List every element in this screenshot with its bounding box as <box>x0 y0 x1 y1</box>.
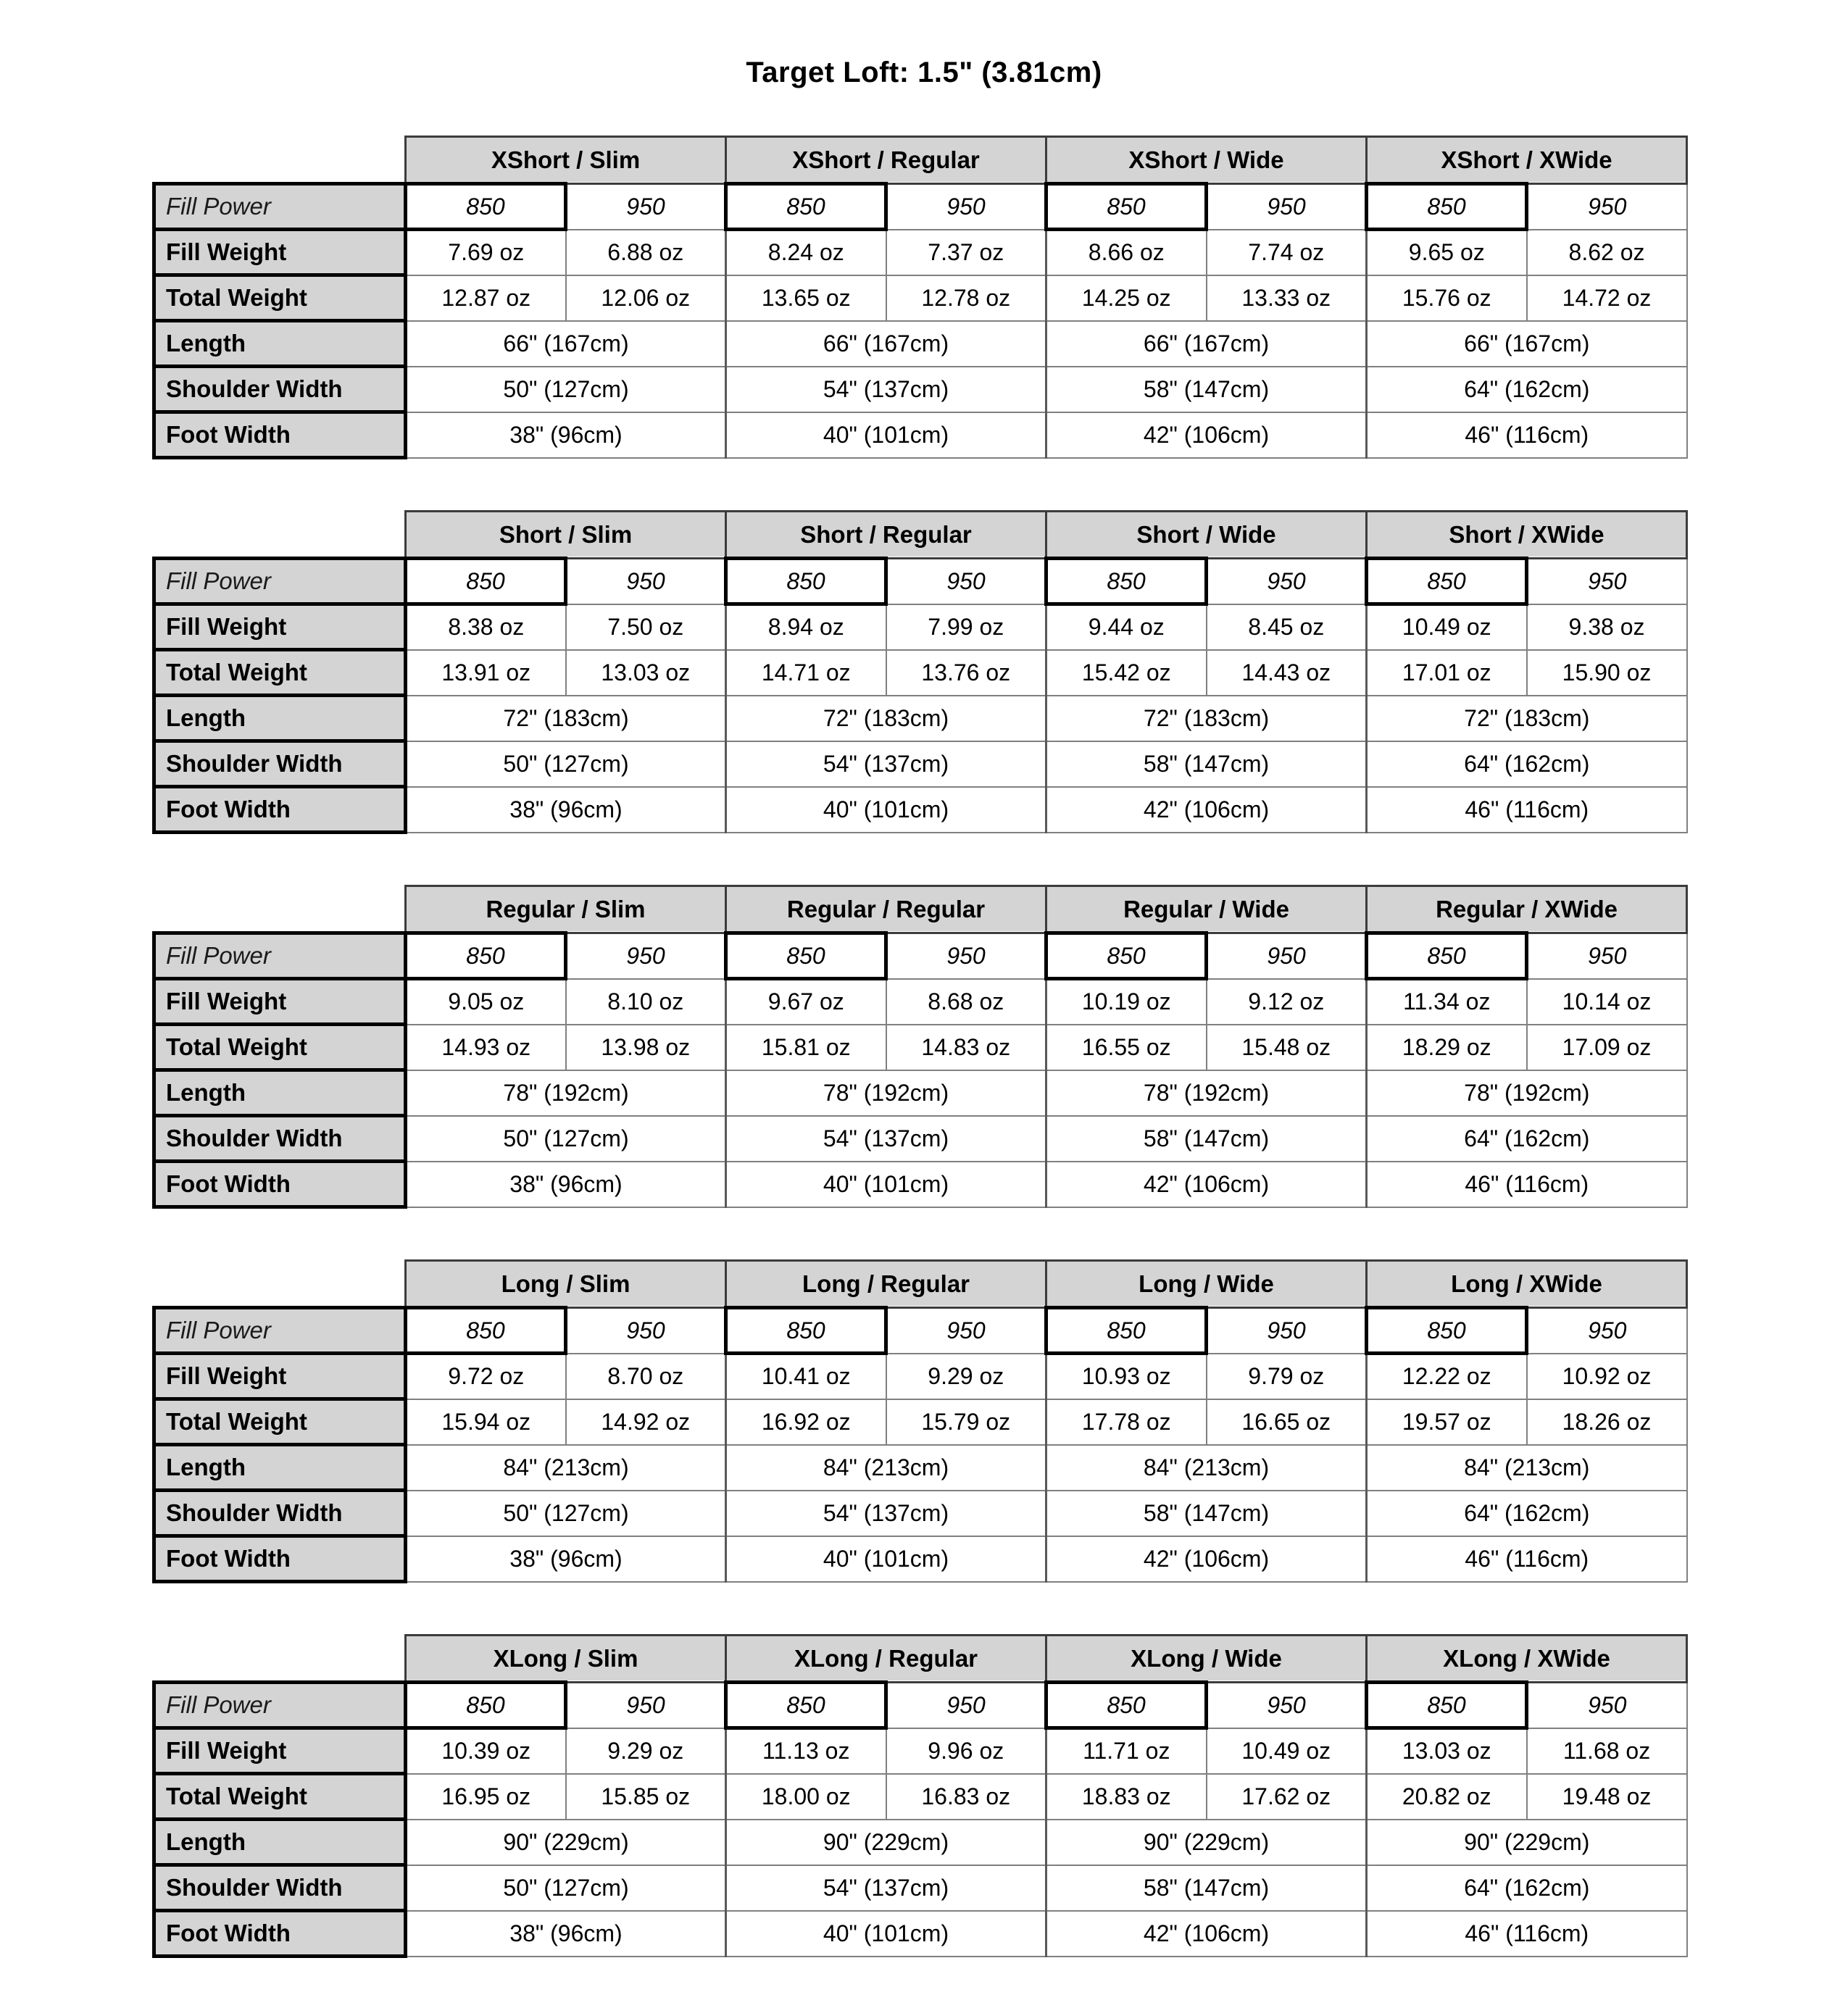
row-label-total-weight: Total Weight <box>154 1774 406 1820</box>
fill-weight-cell: 11.71 oz <box>1046 1728 1207 1774</box>
fill-weight-cell: 10.93 oz <box>1046 1354 1207 1399</box>
foot-width-cell: 46" (116cm) <box>1367 1536 1687 1582</box>
corner-spacer <box>154 1261 406 1308</box>
fill-weight-cell: 10.41 oz <box>726 1354 886 1399</box>
corner-spacer <box>154 886 406 933</box>
row-label-foot-width: Foot Width <box>154 1911 406 1957</box>
fill-power-cell: 950 <box>1527 933 1687 979</box>
shoulder-width-cell: 50" (127cm) <box>406 1491 726 1536</box>
fill-weight-cell: 9.29 oz <box>566 1728 726 1774</box>
row-label-fill-weight: Fill Weight <box>154 604 406 650</box>
foot-width-cell: 40" (101cm) <box>726 1911 1046 1957</box>
total-weight-cell: 18.00 oz <box>726 1774 886 1820</box>
fill-power-cell: 950 <box>1527 184 1687 230</box>
shoulder-width-cell: 54" (137cm) <box>726 1491 1046 1536</box>
shoulder-width-cell: 58" (147cm) <box>1046 367 1367 412</box>
shoulder-width-cell: 50" (127cm) <box>406 367 726 412</box>
fill-power-cell: 850 <box>726 933 886 979</box>
shoulder-width-cell: 54" (137cm) <box>726 367 1046 412</box>
total-weight-cell: 12.78 oz <box>886 275 1046 321</box>
fill-weight-cell: 9.38 oz <box>1527 604 1687 650</box>
row-label-fill-power: Fill Power <box>154 1308 406 1354</box>
fill-weight-cell: 8.66 oz <box>1046 230 1207 275</box>
total-weight-cell: 15.79 oz <box>886 1399 1046 1445</box>
total-weight-cell: 16.55 oz <box>1046 1025 1207 1070</box>
total-weight-cell: 19.57 oz <box>1367 1399 1527 1445</box>
corner-spacer <box>154 1636 406 1683</box>
length-cell: 90" (229cm) <box>726 1820 1046 1865</box>
total-weight-cell: 17.78 oz <box>1046 1399 1207 1445</box>
fill-weight-cell: 10.14 oz <box>1527 979 1687 1025</box>
total-weight-cell: 16.83 oz <box>886 1774 1046 1820</box>
fill-weight-cell: 7.50 oz <box>566 604 726 650</box>
length-cell: 72" (183cm) <box>726 696 1046 741</box>
fill-weight-cell: 7.37 oz <box>886 230 1046 275</box>
total-weight-cell: 15.76 oz <box>1367 275 1527 321</box>
row-label-fill-power: Fill Power <box>154 559 406 604</box>
foot-width-cell: 38" (96cm) <box>406 412 726 458</box>
fill-power-cell: 850 <box>1046 1683 1207 1728</box>
fill-power-cell: 850 <box>1046 559 1207 604</box>
fill-weight-cell: 9.79 oz <box>1207 1354 1367 1399</box>
shoulder-width-cell: 50" (127cm) <box>406 1116 726 1162</box>
shoulder-width-cell: 64" (162cm) <box>1367 741 1687 787</box>
fill-weight-cell: 9.12 oz <box>1207 979 1367 1025</box>
row-label-total-weight: Total Weight <box>154 1399 406 1445</box>
foot-width-cell: 42" (106cm) <box>1046 787 1367 833</box>
row-label-fill-power: Fill Power <box>154 184 406 230</box>
shoulder-width-cell: 58" (147cm) <box>1046 1116 1367 1162</box>
length-cell: 72" (183cm) <box>1046 696 1367 741</box>
total-weight-cell: 13.76 oz <box>886 650 1046 696</box>
row-label-length: Length <box>154 696 406 741</box>
total-weight-cell: 14.71 oz <box>726 650 886 696</box>
total-weight-cell: 16.95 oz <box>406 1774 566 1820</box>
fill-power-cell: 950 <box>886 559 1046 604</box>
total-weight-cell: 13.98 oz <box>566 1025 726 1070</box>
row-label-shoulder-width: Shoulder Width <box>154 741 406 787</box>
fill-power-cell: 950 <box>566 1308 726 1354</box>
total-weight-cell: 14.92 oz <box>566 1399 726 1445</box>
fill-weight-cell: 8.24 oz <box>726 230 886 275</box>
fill-weight-cell: 9.29 oz <box>886 1354 1046 1399</box>
length-cell: 78" (192cm) <box>1046 1070 1367 1116</box>
variant-header: XLong / XWide <box>1367 1636 1687 1683</box>
variant-header: Short / Regular <box>726 512 1046 559</box>
total-weight-cell: 13.65 oz <box>726 275 886 321</box>
row-label-foot-width: Foot Width <box>154 412 406 458</box>
shoulder-width-cell: 58" (147cm) <box>1046 1491 1367 1536</box>
row-label-foot-width: Foot Width <box>154 1536 406 1582</box>
fill-weight-cell: 9.67 oz <box>726 979 886 1025</box>
row-label-shoulder-width: Shoulder Width <box>154 1116 406 1162</box>
row-label-fill-weight: Fill Weight <box>154 230 406 275</box>
fill-power-cell: 850 <box>726 1308 886 1354</box>
fill-power-cell: 850 <box>1046 1308 1207 1354</box>
shoulder-width-cell: 58" (147cm) <box>1046 741 1367 787</box>
total-weight-cell: 12.87 oz <box>406 275 566 321</box>
size-tables-container <box>152 136 1685 1958</box>
variant-header: Long / XWide <box>1367 1261 1687 1308</box>
row-label-foot-width: Foot Width <box>154 1162 406 1207</box>
fill-weight-cell: 11.34 oz <box>1367 979 1527 1025</box>
fill-weight-cell: 10.39 oz <box>406 1728 566 1774</box>
total-weight-cell: 16.92 oz <box>726 1399 886 1445</box>
total-weight-cell: 13.03 oz <box>566 650 726 696</box>
variant-header: Regular / Regular <box>726 886 1046 933</box>
fill-power-cell: 950 <box>566 184 726 230</box>
total-weight-cell: 14.25 oz <box>1046 275 1207 321</box>
fill-power-cell: 850 <box>406 559 566 604</box>
length-cell: 84" (213cm) <box>726 1445 1046 1491</box>
variant-header: Regular / Slim <box>406 886 726 933</box>
row-label-fill-weight: Fill Weight <box>154 1354 406 1399</box>
variant-header: Long / Regular <box>726 1261 1046 1308</box>
fill-weight-cell: 7.99 oz <box>886 604 1046 650</box>
shoulder-width-cell: 54" (137cm) <box>726 1865 1046 1911</box>
fill-power-cell: 950 <box>886 933 1046 979</box>
shoulder-width-cell: 50" (127cm) <box>406 1865 726 1911</box>
total-weight-cell: 20.82 oz <box>1367 1774 1527 1820</box>
fill-weight-cell: 8.94 oz <box>726 604 886 650</box>
fill-power-cell: 850 <box>1367 184 1527 230</box>
fill-power-cell: 850 <box>1367 1683 1527 1728</box>
foot-width-cell: 42" (106cm) <box>1046 1162 1367 1207</box>
total-weight-cell: 14.93 oz <box>406 1025 566 1070</box>
size-table-long <box>152 1259 1688 1583</box>
total-weight-cell: 18.83 oz <box>1046 1774 1207 1820</box>
row-label-fill-power: Fill Power <box>154 933 406 979</box>
fill-weight-cell: 8.10 oz <box>566 979 726 1025</box>
fill-weight-cell: 9.72 oz <box>406 1354 566 1399</box>
length-cell: 72" (183cm) <box>1367 696 1687 741</box>
fill-power-cell: 950 <box>566 559 726 604</box>
row-label-shoulder-width: Shoulder Width <box>154 367 406 412</box>
fill-power-cell: 950 <box>1527 1683 1687 1728</box>
fill-power-cell: 950 <box>1207 559 1367 604</box>
variant-header: XLong / Slim <box>406 1636 726 1683</box>
row-label-shoulder-width: Shoulder Width <box>154 1491 406 1536</box>
total-weight-cell: 13.91 oz <box>406 650 566 696</box>
fill-power-cell: 950 <box>886 1308 1046 1354</box>
fill-power-cell: 850 <box>1046 184 1207 230</box>
fill-weight-cell: 10.49 oz <box>1367 604 1527 650</box>
foot-width-cell: 38" (96cm) <box>406 787 726 833</box>
variant-header: XShort / XWide <box>1367 137 1687 184</box>
fill-weight-cell: 9.96 oz <box>886 1728 1046 1774</box>
variant-header: XLong / Wide <box>1046 1636 1367 1683</box>
total-weight-cell: 14.43 oz <box>1207 650 1367 696</box>
length-cell: 84" (213cm) <box>1046 1445 1367 1491</box>
fill-power-cell: 850 <box>1367 933 1527 979</box>
fill-power-cell: 850 <box>406 933 566 979</box>
fill-power-cell: 850 <box>1046 933 1207 979</box>
variant-header: Short / Slim <box>406 512 726 559</box>
length-cell: 66" (167cm) <box>1367 321 1687 367</box>
foot-width-cell: 42" (106cm) <box>1046 412 1367 458</box>
fill-power-cell: 950 <box>1527 1308 1687 1354</box>
fill-power-cell: 850 <box>726 1683 886 1728</box>
fill-power-cell: 950 <box>1207 184 1367 230</box>
shoulder-width-cell: 54" (137cm) <box>726 741 1046 787</box>
fill-weight-cell: 7.74 oz <box>1207 230 1367 275</box>
length-cell: 90" (229cm) <box>1046 1820 1367 1865</box>
fill-power-cell: 950 <box>1207 933 1367 979</box>
shoulder-width-cell: 58" (147cm) <box>1046 1865 1367 1911</box>
length-cell: 78" (192cm) <box>726 1070 1046 1116</box>
fill-weight-cell: 9.05 oz <box>406 979 566 1025</box>
foot-width-cell: 46" (116cm) <box>1367 787 1687 833</box>
total-weight-cell: 18.26 oz <box>1527 1399 1687 1445</box>
variant-header: XShort / Regular <box>726 137 1046 184</box>
fill-weight-cell: 8.68 oz <box>886 979 1046 1025</box>
length-cell: 66" (167cm) <box>726 321 1046 367</box>
variant-header: XShort / Wide <box>1046 137 1367 184</box>
foot-width-cell: 40" (101cm) <box>726 1536 1046 1582</box>
total-weight-cell: 15.81 oz <box>726 1025 886 1070</box>
fill-weight-cell: 7.69 oz <box>406 230 566 275</box>
shoulder-width-cell: 64" (162cm) <box>1367 367 1687 412</box>
variant-header: Long / Slim <box>406 1261 726 1308</box>
corner-spacer <box>154 512 406 559</box>
total-weight-cell: 15.42 oz <box>1046 650 1207 696</box>
length-cell: 66" (167cm) <box>406 321 726 367</box>
total-weight-cell: 14.72 oz <box>1527 275 1687 321</box>
row-label-shoulder-width: Shoulder Width <box>154 1865 406 1911</box>
foot-width-cell: 46" (116cm) <box>1367 1162 1687 1207</box>
fill-weight-cell: 9.65 oz <box>1367 230 1527 275</box>
length-cell: 84" (213cm) <box>406 1445 726 1491</box>
length-cell: 72" (183cm) <box>406 696 726 741</box>
fill-weight-cell: 9.44 oz <box>1046 604 1207 650</box>
row-label-total-weight: Total Weight <box>154 1025 406 1070</box>
fill-weight-cell: 13.03 oz <box>1367 1728 1527 1774</box>
length-cell: 66" (167cm) <box>1046 321 1367 367</box>
variant-header: XLong / Regular <box>726 1636 1046 1683</box>
size-table-short <box>152 510 1688 834</box>
fill-weight-cell: 6.88 oz <box>566 230 726 275</box>
shoulder-width-cell: 64" (162cm) <box>1367 1865 1687 1911</box>
fill-weight-cell: 11.13 oz <box>726 1728 886 1774</box>
fill-weight-cell: 8.45 oz <box>1207 604 1367 650</box>
foot-width-cell: 42" (106cm) <box>1046 1536 1367 1582</box>
fill-power-cell: 950 <box>1527 559 1687 604</box>
total-weight-cell: 19.48 oz <box>1527 1774 1687 1820</box>
total-weight-cell: 15.48 oz <box>1207 1025 1367 1070</box>
fill-weight-cell: 10.92 oz <box>1527 1354 1687 1399</box>
variant-header: Regular / Wide <box>1046 886 1367 933</box>
size-table-xlong <box>152 1634 1688 1958</box>
variant-header: Regular / XWide <box>1367 886 1687 933</box>
foot-width-cell: 46" (116cm) <box>1367 1911 1687 1957</box>
total-weight-cell: 18.29 oz <box>1367 1025 1527 1070</box>
fill-weight-cell: 8.38 oz <box>406 604 566 650</box>
total-weight-cell: 17.62 oz <box>1207 1774 1367 1820</box>
size-table-regular <box>152 885 1688 1209</box>
fill-power-cell: 850 <box>406 1308 566 1354</box>
fill-power-cell: 850 <box>406 184 566 230</box>
foot-width-cell: 40" (101cm) <box>726 787 1046 833</box>
length-cell: 78" (192cm) <box>406 1070 726 1116</box>
total-weight-cell: 15.85 oz <box>566 1774 726 1820</box>
length-cell: 90" (229cm) <box>406 1820 726 1865</box>
fill-power-cell: 950 <box>1207 1683 1367 1728</box>
fill-power-cell: 950 <box>566 1683 726 1728</box>
total-weight-cell: 15.90 oz <box>1527 650 1687 696</box>
fill-power-cell: 950 <box>566 933 726 979</box>
shoulder-width-cell: 50" (127cm) <box>406 741 726 787</box>
foot-width-cell: 38" (96cm) <box>406 1162 726 1207</box>
foot-width-cell: 40" (101cm) <box>726 412 1046 458</box>
shoulder-width-cell: 54" (137cm) <box>726 1116 1046 1162</box>
variant-header: Short / Wide <box>1046 512 1367 559</box>
total-weight-cell: 16.65 oz <box>1207 1399 1367 1445</box>
row-label-foot-width: Foot Width <box>154 787 406 833</box>
fill-power-cell: 850 <box>726 559 886 604</box>
fill-power-cell: 950 <box>886 1683 1046 1728</box>
row-label-length: Length <box>154 1445 406 1491</box>
total-weight-cell: 13.33 oz <box>1207 275 1367 321</box>
variant-header: Short / XWide <box>1367 512 1687 559</box>
corner-spacer <box>154 137 406 184</box>
variant-header: Long / Wide <box>1046 1261 1367 1308</box>
row-label-length: Length <box>154 1070 406 1116</box>
fill-weight-cell: 12.22 oz <box>1367 1354 1527 1399</box>
total-weight-cell: 14.83 oz <box>886 1025 1046 1070</box>
row-label-fill-power: Fill Power <box>154 1683 406 1728</box>
fill-power-cell: 850 <box>1367 1308 1527 1354</box>
row-label-fill-weight: Fill Weight <box>154 1728 406 1774</box>
size-table-xshort <box>152 136 1688 459</box>
page-title: Target Loft: 1.5" (3.81cm) <box>746 57 1102 88</box>
fill-power-cell: 950 <box>886 184 1046 230</box>
fill-weight-cell: 10.19 oz <box>1046 979 1207 1025</box>
length-cell: 84" (213cm) <box>1367 1445 1687 1491</box>
foot-width-cell: 40" (101cm) <box>726 1162 1046 1207</box>
length-cell: 90" (229cm) <box>1367 1820 1687 1865</box>
fill-weight-cell: 10.49 oz <box>1207 1728 1367 1774</box>
shoulder-width-cell: 64" (162cm) <box>1367 1116 1687 1162</box>
fill-weight-cell: 11.68 oz <box>1527 1728 1687 1774</box>
fill-power-cell: 850 <box>406 1683 566 1728</box>
total-weight-cell: 17.01 oz <box>1367 650 1527 696</box>
shoulder-width-cell: 64" (162cm) <box>1367 1491 1687 1536</box>
fill-power-cell: 950 <box>1207 1308 1367 1354</box>
row-label-total-weight: Total Weight <box>154 275 406 321</box>
fill-power-cell: 850 <box>1367 559 1527 604</box>
row-label-total-weight: Total Weight <box>154 650 406 696</box>
fill-power-cell: 850 <box>726 184 886 230</box>
foot-width-cell: 46" (116cm) <box>1367 412 1687 458</box>
foot-width-cell: 42" (106cm) <box>1046 1911 1367 1957</box>
variant-header: XShort / Slim <box>406 137 726 184</box>
foot-width-cell: 38" (96cm) <box>406 1536 726 1582</box>
length-cell: 78" (192cm) <box>1367 1070 1687 1116</box>
total-weight-cell: 17.09 oz <box>1527 1025 1687 1070</box>
total-weight-cell: 15.94 oz <box>406 1399 566 1445</box>
fill-weight-cell: 8.62 oz <box>1527 230 1687 275</box>
fill-weight-cell: 8.70 oz <box>566 1354 726 1399</box>
row-label-length: Length <box>154 1820 406 1865</box>
foot-width-cell: 38" (96cm) <box>406 1911 726 1957</box>
row-label-length: Length <box>154 321 406 367</box>
total-weight-cell: 12.06 oz <box>566 275 726 321</box>
row-label-fill-weight: Fill Weight <box>154 979 406 1025</box>
